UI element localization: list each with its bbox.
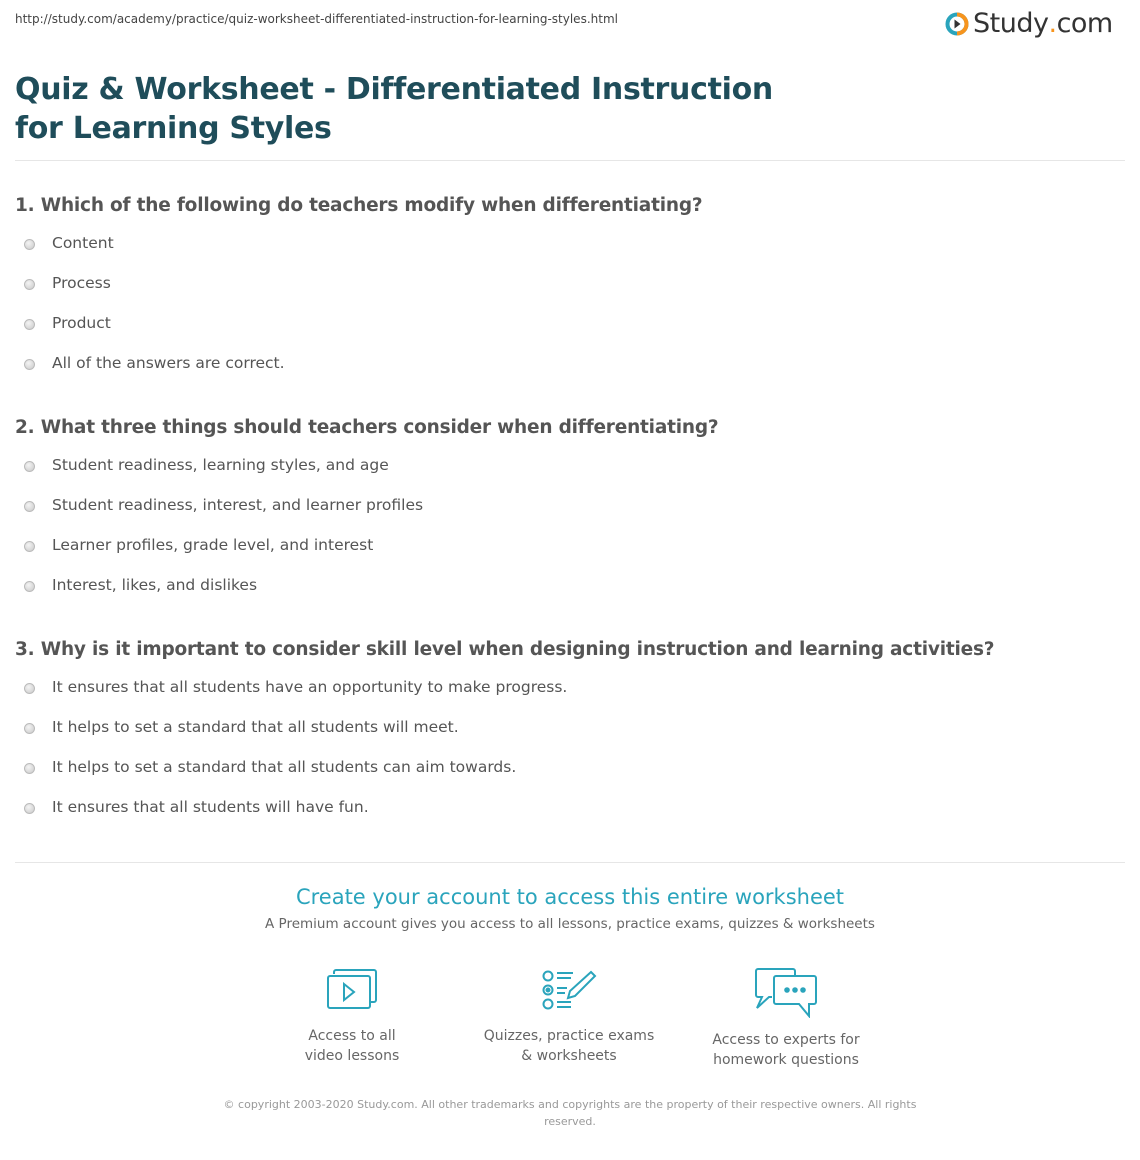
feature-quizzes <box>469 968 669 1066</box>
radio-button[interactable] <box>24 501 35 512</box>
answer-option[interactable] <box>15 757 1125 797</box>
option-label: Product <box>52 314 111 332</box>
feature-label: Access to all <box>308 1028 396 1044</box>
video-lessons-icon <box>326 968 378 1014</box>
answer-option[interactable] <box>15 797 1125 837</box>
divider <box>15 862 1125 863</box>
feature-experts <box>686 968 886 1070</box>
answer-option[interactable] <box>15 313 1125 353</box>
answer-option[interactable] <box>15 233 1125 273</box>
option-label: All of the answers are correct. <box>52 354 285 372</box>
question-text: 2. What three things should teachers consider when differentiating? <box>15 417 719 438</box>
option-label: Interest, likes, and dislikes <box>52 576 258 594</box>
page-url: http://study.com/academy/practice/quiz-worksheet-differentiated-instruction-for-learning-styles.html <box>15 12 618 26</box>
radio-button[interactable] <box>24 359 35 370</box>
option-label: Student readiness, interest, and learner profiles <box>52 496 424 514</box>
option-label: It helps to set a standard that all students will meet. <box>52 718 459 736</box>
study-logo[interactable] <box>945 8 1113 39</box>
question-text: 3. Why is it important to consider skill level when designing instruction and learning activities? <box>15 639 995 660</box>
radio-button[interactable] <box>24 803 35 814</box>
feature-label: homework questions <box>713 1052 859 1068</box>
divider <box>15 160 1125 161</box>
quiz <box>15 193 1125 859</box>
radio-button[interactable] <box>24 461 35 472</box>
radio-button[interactable] <box>24 763 35 774</box>
feature-label: video lessons <box>304 1048 400 1064</box>
radio-button[interactable] <box>24 239 35 250</box>
answer-option[interactable] <box>15 575 1125 615</box>
option-label: It helps to set a standard that all students can aim towards. <box>52 758 517 776</box>
logo-dot: . <box>1048 8 1057 39</box>
question-text: 1. Which of the following do teachers modify when differentiating? <box>15 195 703 216</box>
radio-button[interactable] <box>24 279 35 290</box>
answer-option[interactable] <box>15 495 1125 535</box>
feature-label: & worksheets <box>521 1048 617 1064</box>
option-label: It ensures that all students have an opportunity to make progress. <box>52 678 568 696</box>
option-label: Learner profiles, grade level, and interest <box>52 536 374 554</box>
answer-option[interactable] <box>15 677 1125 717</box>
question <box>15 415 1125 615</box>
radio-button[interactable] <box>24 541 35 552</box>
radio-button[interactable] <box>24 683 35 694</box>
logo-suffix: com <box>1056 8 1113 39</box>
radio-button[interactable] <box>24 319 35 330</box>
option-label: It ensures that all students will have fun. <box>52 798 369 816</box>
answer-option[interactable] <box>15 717 1125 757</box>
question <box>15 193 1125 393</box>
quiz-icon <box>541 968 597 1014</box>
option-label: Process <box>52 274 111 292</box>
answer-option[interactable] <box>15 353 1125 393</box>
page-title: Quiz & Worksheet - Differentiated Instruction for Learning Styles <box>15 72 773 146</box>
answer-option[interactable] <box>15 455 1125 495</box>
create-account-link[interactable]: Create your account to access this entire worksheet <box>295 885 845 909</box>
copyright-footer: © copyright 2003-2020 Study.com. All other trademarks and copyrights are the property of their respective owners. All rights reserved. <box>223 1098 917 1128</box>
feature-label: Access to experts for <box>712 1032 860 1048</box>
feature-video-lessons <box>252 968 452 1066</box>
logo-text: Study <box>973 8 1049 39</box>
answer-option[interactable] <box>15 535 1125 575</box>
question <box>15 637 1125 837</box>
option-label: Content <box>52 234 114 252</box>
feature-label: Quizzes, practice exams <box>483 1028 655 1044</box>
radio-button[interactable] <box>24 723 35 734</box>
cta-subtitle: A Premium account gives you access to all lessons, practice exams, quizzes & worksheets <box>265 916 875 932</box>
answer-option[interactable] <box>15 273 1125 313</box>
radio-button[interactable] <box>24 581 35 592</box>
chat-experts-icon <box>754 968 818 1018</box>
play-logo-icon <box>945 12 969 36</box>
option-label: Student readiness, learning styles, and age <box>52 456 389 474</box>
